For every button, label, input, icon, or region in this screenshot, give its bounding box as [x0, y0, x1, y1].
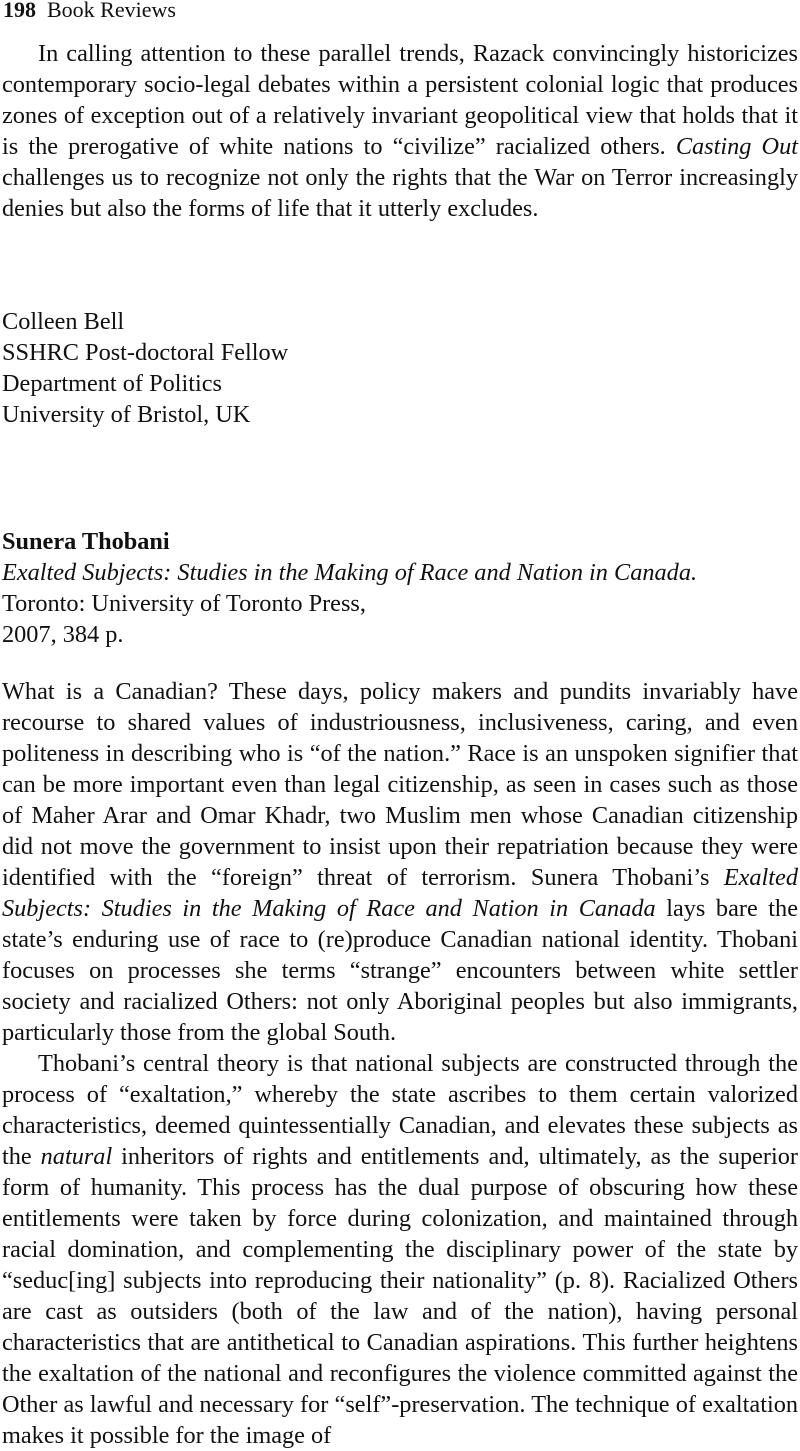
paragraph-text: Thobani’s central theory is that national subjects are constructed through the process of “exaltation,” whereby the state ascribes to them certain valorized characteristics, deemed quintessentially Canadian, and elevates these subjects as the [2, 1050, 798, 1170]
review-paragraph-1 [2, 676, 798, 1048]
section-title: Book Reviews [47, 0, 176, 22]
previous-review-closing [2, 38, 798, 224]
paragraph-text: lays bare the state’s enduring use of race to (re)produce Canadian national identity. Thobani focuses on processes she terms “strange” encounters between white settler society and racialized Others: not only Aboriginal peoples but also immigrants, particularly those from the global South. [2, 895, 798, 1046]
book-author: Sunera Thobani [2, 528, 170, 555]
reviewer-name: Colleen Bell [2, 308, 125, 335]
review-body [2, 676, 798, 1451]
page-number: 198 [3, 0, 36, 22]
closing-paragraph [2, 38, 798, 224]
paragraph-text: inheritors of rights and entitlements and, ultimately, as the superior form of humanity. This process has the dual purpose of obscuring how these entitlements were taken by force during colonization, and maintained through racial domination, and complementing the disciplinary power of the state by “seduc[ing] subjects into reproducing their nationality” (p. 8). Racialized Others are cast as outsiders (both of the law and of the nation), having personal characteristics that are antithetical to Canadian aspirations. This further heightens the exaltation of the national and reconfigures the violence committed against the Other as lawful and necessary for “self”-preservation. The technique of exaltation makes it possible for the image of [2, 1143, 798, 1449]
review-heading [2, 526, 798, 650]
emphasis-word: natural [40, 1143, 113, 1170]
review-paragraph-2 [2, 1048, 798, 1451]
paragraph-text: challenges us to recognize not only the rights that the War on Terror increasingly denies but also the forms of life that it utterly excludes. [2, 164, 798, 222]
reviewer-position: SSHRC Post-doctoral Fellow [2, 339, 289, 366]
book-title-italic: Exalted Subjects: Studies in the Making of Race and Nation in Canada [2, 864, 798, 922]
reviewer-signature [2, 306, 798, 430]
running-head [3, 0, 176, 24]
book-title-italic: Casting Out [675, 133, 798, 160]
reviewer-institution: University of Bristol, UK [2, 401, 251, 428]
book-title-text: Exalted Subjects: Studies in the Making of Race and Nation in Canada. [2, 559, 698, 586]
paragraph-text: What is a Canadian? These days, policy makers and pundits invariably have recourse to shared values of industriousness, inclusiveness, caring, and even politeness in describing who is “of the nation.” Race is an unspoken signifier that can be more important even than legal citizenship, as seen in cases such as those of Maher Arar and Omar Khadr, two Muslim men whose Canadian citizenship did not move the government to insist upon their repatriation because they were identified with the “foreign” threat of terrorism. Sunera Thobani’s [2, 678, 798, 891]
paragraph-text: In calling attention to these parallel trends, Razack convincingly historicizes contemporary socio-legal debates within a persistent colonial logic that produces zones of exception out of a relatively invariant geopolitical view that holds that it is the prerogative of white nations to “civilize” racialized others. [2, 40, 798, 160]
book-publisher: Toronto: University of Toronto Press, [2, 590, 366, 617]
book-year-pages: 2007, 384 p. [2, 621, 124, 648]
book-title [2, 557, 798, 588]
reviewer-department: Department of Politics [2, 370, 222, 397]
